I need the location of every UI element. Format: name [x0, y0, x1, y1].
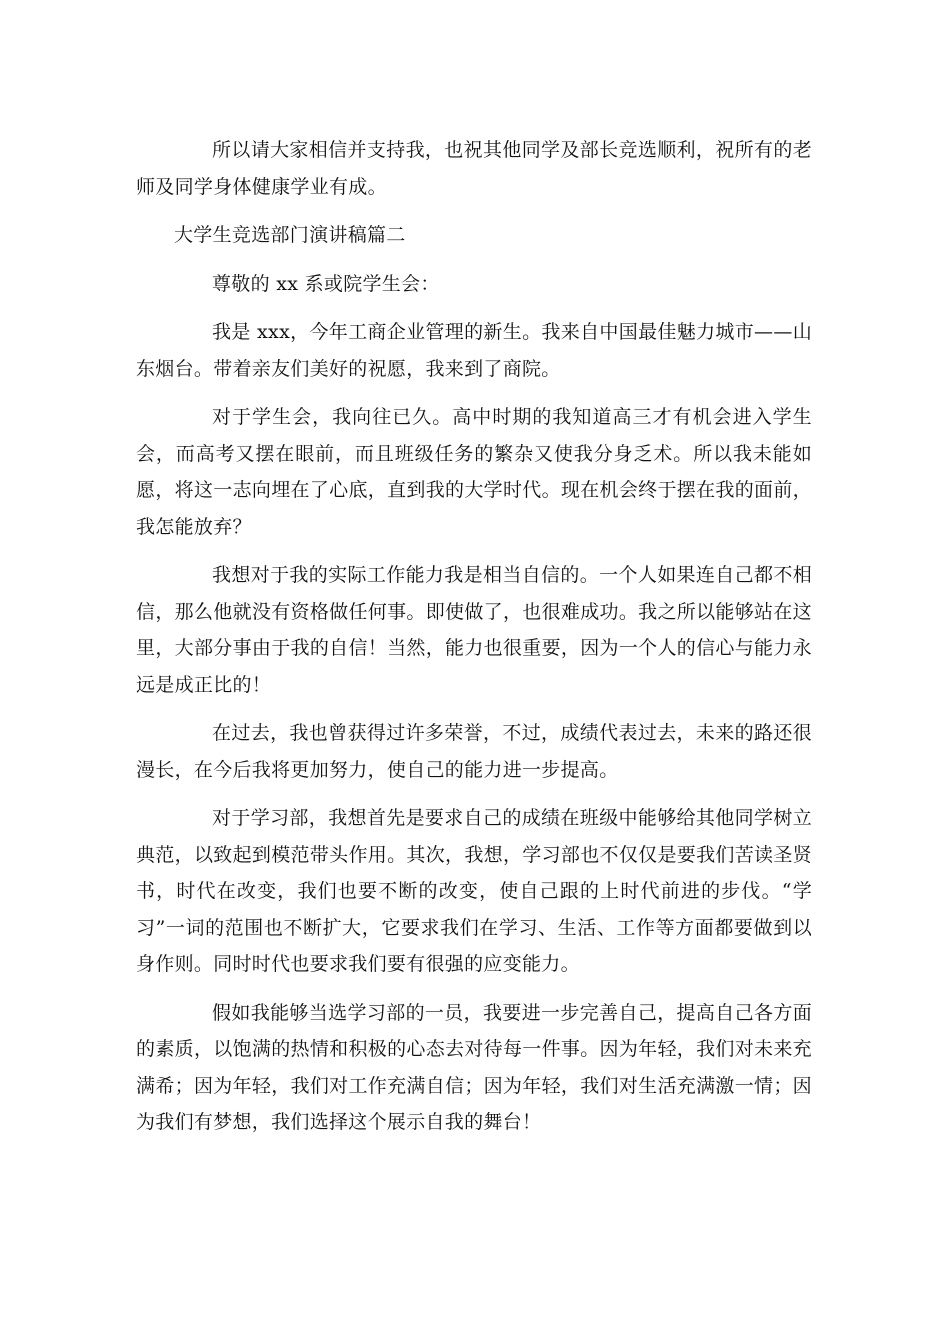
paragraph-closing-wishes: 所以请大家相信并支持我，也祝其他同学及部长竞选顺利，祝所有的老师及同学身体健康学业有成。: [136, 139, 812, 198]
salutation: 尊敬的 xx 系或院学生会：: [212, 272, 440, 295]
paragraph-study-department: 对于学习部，我想首先是要求自己的成绩在班级中能够给其他同学树立典范，以致起到模范带头作用。其次，我想，学习部也不仅仅是要我们苦读圣贤书，时代在改变，我们也要不断的改变，使自己跟的上时代前进的步伐。“学习”一词的范围也不断扩大，它要求我们在学习、生活、工作等方面都要做到以身作则。同时时代也要求我们要有很强的应变能力。: [136, 807, 812, 975]
paragraph-introduction: 我是 xxx，今年工商企业管理的新生。我来自中国最佳魅力城市——山东烟台。带着亲友们美好的祝愿，我来到了商院。: [136, 321, 812, 380]
paragraph-confidence: 我想对于我的实际工作能力我是相当自信的。一个人如果连自己都不相信，那么他就没有资格做任何事。即使做了，也很难成功。我之所以能够站在这里，大部分事由于我的自信！当然，能力也很重要，因为一个人的信心与能力永远是成正比的！: [136, 564, 812, 696]
paragraph-commitment: 假如我能够当选学习部的一员，我要进一步完善自己，提高自己各方面的素质，以饱满的热情和积极的心态去对待每一件事。因为年轻，我们对未来充满希；因为年轻，我们对工作充满自信；因为年轻，我们对生活充满激一情；因为我们有梦想，我们选择这个展示自我的舞台！: [136, 1001, 812, 1133]
section-heading: 大学生竞选部门演讲稿篇二: [174, 224, 406, 246]
paragraph-past-honors: 在过去，我也曾获得过许多荣誉，不过，成绩代表过去，未来的路还很漫长，在今后我将更加努力，使自己的能力进一步提高。: [136, 722, 812, 781]
paragraph-aspiration: 对于学生会，我向往已久。高中时期的我知道高三才有机会进入学生会，而高考又摆在眼前，而且班级任务的繁杂又使我分身乏术。所以我未能如愿，将这一志向埋在了心底，直到我的大学时代。现在机会终于摆在我的面前，我怎能放弃？: [136, 406, 812, 538]
document-body: [136, 132, 812, 1141]
